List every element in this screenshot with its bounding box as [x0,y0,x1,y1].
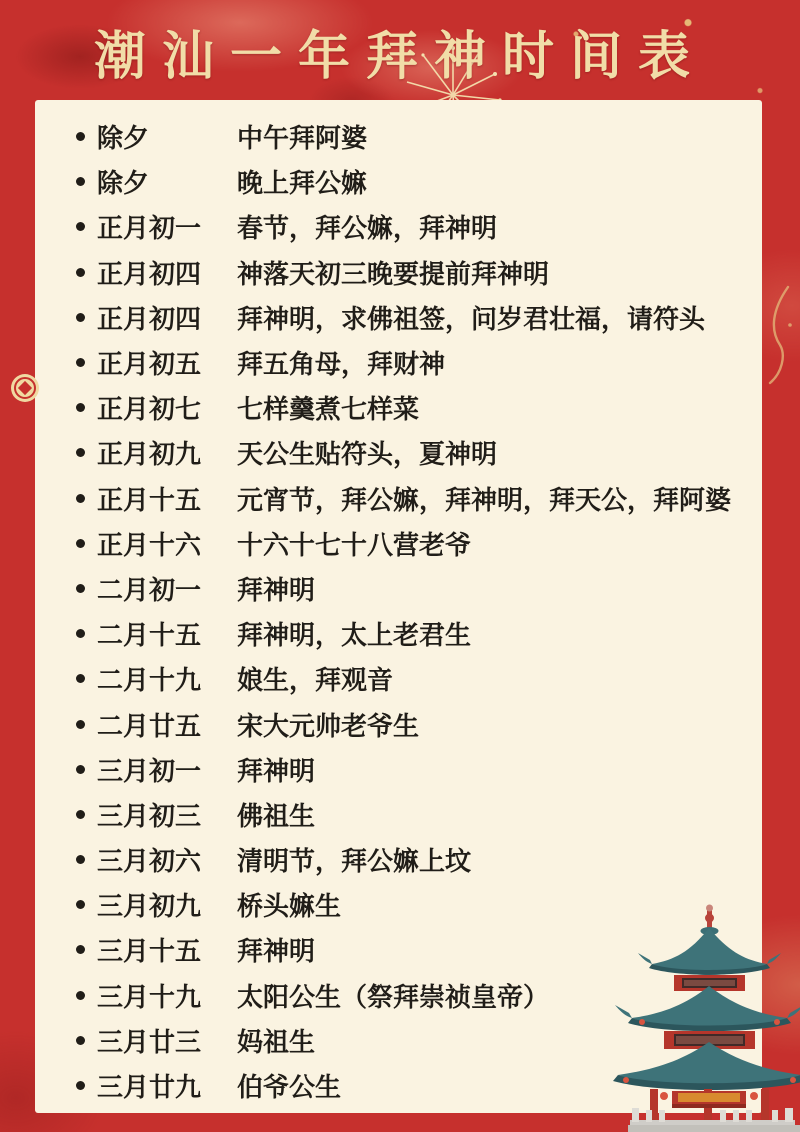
row-date: 正月初九 [97,440,202,471]
pagoda-illustration [612,898,800,1132]
row-activity: 元宵节，拜公嫲，拜神明，拜天公，拜阿婆 [237,485,732,516]
row-date: 二月十九 [97,666,202,697]
coin-ornament-icon [11,374,39,402]
bullet-icon [76,132,85,141]
schedule-row [35,250,762,295]
bullet-icon [76,539,85,548]
bullet-icon [76,674,85,683]
bullet-icon [76,358,85,367]
row-activity: 晚上拜公嫲 [237,169,368,200]
bullet-icon [76,403,85,412]
row-activity: 太阳公生（祭拜崇祯皇帝） [237,982,550,1013]
bullet-icon [76,765,85,774]
row-activity: 拜神明，求佛祖签，问岁君壮福，请符头 [237,304,706,335]
bullet-icon [76,313,85,322]
row-activity: 天公生贴符头，夏神明 [237,440,498,471]
row-activity: 妈祖生 [237,1027,316,1058]
row-date: 二月廿五 [97,711,202,742]
schedule-row [35,837,762,882]
row-activity: 神落天初三晚要提前拜神明 [237,259,550,290]
schedule-row [35,204,762,249]
row-date: 三月初三 [97,801,202,832]
bullet-icon [76,584,85,593]
schedule-row [35,792,762,837]
row-date: 三月初六 [97,847,202,878]
bullet-icon [76,629,85,638]
row-activity: 拜神明，太上老君生 [237,621,472,652]
row-activity: 桥头嫲生 [237,892,342,923]
row-activity: 七样羹煮七样菜 [237,395,420,426]
bullet-icon [76,1081,85,1090]
row-date: 三月十五 [97,937,202,968]
row-date: 除夕 [97,169,150,200]
page-title: 潮汕一年拜神时间表 [93,26,706,87]
row-activity: 拜神明 [237,937,316,968]
schedule-row [35,430,762,475]
schedule-row [35,611,762,656]
row-date: 正月初四 [97,259,202,290]
row-activity: 拜五角母，拜财神 [237,350,446,381]
row-date: 三月廿九 [97,1073,202,1104]
bullet-icon [76,222,85,231]
schedule-row [35,159,762,204]
bullet-icon [76,900,85,909]
bullet-icon [76,810,85,819]
row-date: 正月十五 [97,485,202,516]
row-date: 正月初五 [97,350,202,381]
row-date: 三月十九 [97,982,202,1013]
bullet-icon [76,855,85,864]
row-activity: 清明节，拜公嫲上坟 [237,847,472,878]
row-activity: 娘生，拜观音 [237,666,394,697]
row-activity: 拜神明 [237,575,316,606]
row-date: 三月初一 [97,756,202,787]
schedule-row [35,476,762,521]
schedule-row [35,114,762,159]
bullet-icon [76,268,85,277]
bullet-icon [76,991,85,1000]
bullet-icon [76,177,85,186]
row-date: 三月廿三 [97,1027,202,1058]
row-date: 正月初一 [97,214,202,245]
row-date: 二月十五 [97,621,202,652]
row-date: 正月初七 [97,395,202,426]
bullet-icon [76,1036,85,1045]
row-date: 正月初四 [97,304,202,335]
schedule-row [35,385,762,430]
row-activity: 中午拜阿婆 [237,124,368,155]
row-activity: 春节，拜公嫲，拜神明 [237,214,498,245]
schedule-row [35,295,762,340]
schedule-row [35,340,762,385]
bullet-icon [76,448,85,457]
schedule-row [35,566,762,611]
row-activity: 佛祖生 [237,801,316,832]
bullet-icon [76,720,85,729]
row-activity: 宋大元帅老爷生 [237,711,420,742]
bullet-icon [76,945,85,954]
gold-brushstroke-decoration [762,285,796,385]
schedule-row [35,656,762,701]
bullet-icon [76,494,85,503]
row-date: 二月初一 [97,575,202,606]
schedule-row [35,701,762,746]
schedule-row [35,521,762,566]
row-activity: 十六十七十八营老爷 [237,530,472,561]
row-activity: 伯爷公生 [237,1073,342,1104]
row-date: 三月初九 [97,892,202,923]
row-date: 正月十六 [97,530,202,561]
row-date: 除夕 [97,124,150,155]
schedule-row [35,747,762,792]
row-activity: 拜神明 [237,756,316,787]
